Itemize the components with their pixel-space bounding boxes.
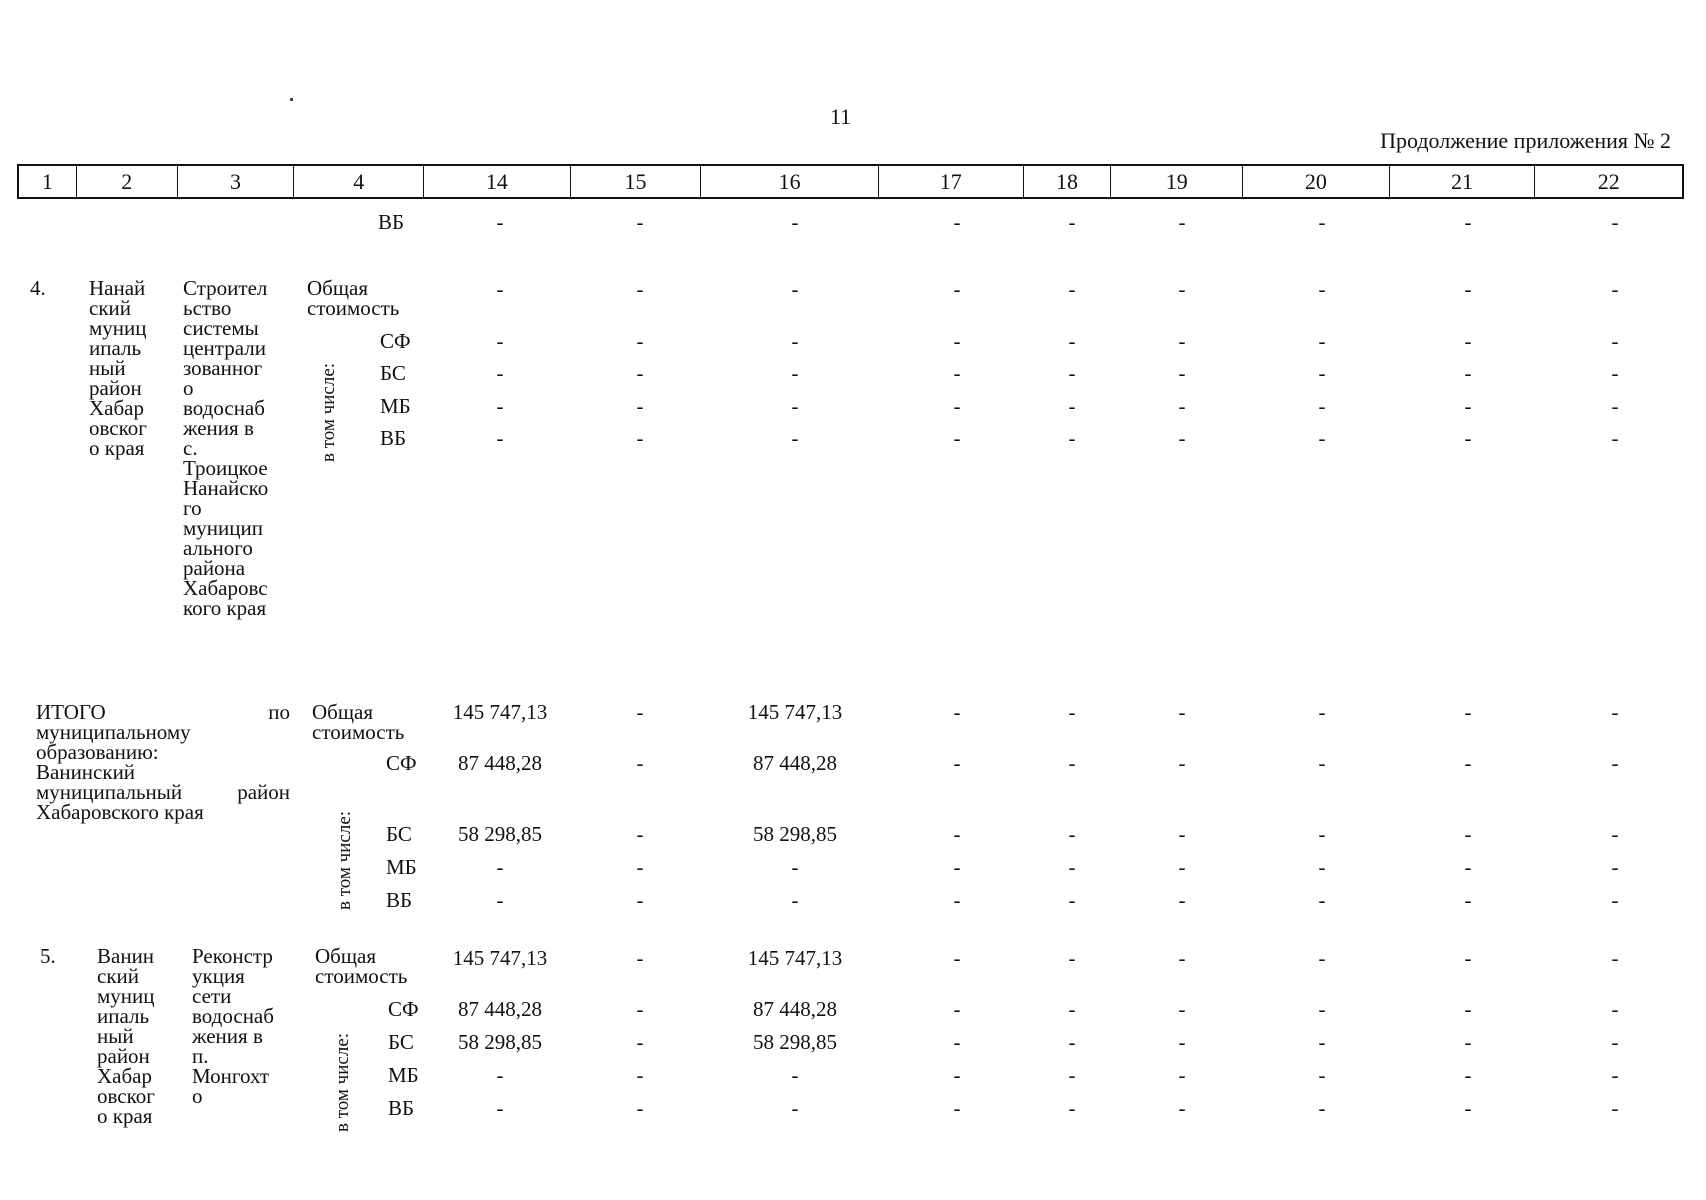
- row5-vb-c16: -: [791, 1096, 799, 1120]
- carryover-vb-c16: -: [791, 210, 799, 234]
- itogo-fund-mb: МБ: [386, 855, 417, 879]
- itogo-total-c16: 145 747,13: [747, 700, 843, 724]
- itogo-mb-c18: -: [1068, 855, 1076, 879]
- row4-bs-c21: -: [1464, 361, 1472, 385]
- row4-sf-c22: -: [1611, 329, 1619, 353]
- row5-total-c17: -: [953, 946, 961, 970]
- row5-mb-c15: -: [636, 1063, 644, 1087]
- row4-municipality-line: район: [89, 376, 142, 400]
- row5-project-line: о: [192, 1084, 203, 1108]
- itogo-sf-c17: -: [953, 751, 961, 775]
- row5-project-line: Монгохт: [192, 1064, 270, 1088]
- row5-sf-c22: -: [1611, 997, 1619, 1021]
- row4-mb-c19: -: [1178, 394, 1186, 418]
- row4-vb-c18: -: [1068, 426, 1076, 450]
- row4-project-line: Хабаровс: [183, 576, 268, 600]
- row4-project-line: Троицкое: [183, 456, 268, 480]
- row4-total-c19: -: [1178, 277, 1186, 301]
- row5-municipality-line: Хабар: [97, 1064, 152, 1088]
- row4-bs-c22: -: [1611, 361, 1619, 385]
- row5-sf-c14: 87 448,28: [458, 997, 542, 1021]
- itogo-vb-c21: -: [1464, 888, 1472, 912]
- itogo-sf-c22: -: [1611, 751, 1619, 775]
- row4-mb-c16: -: [791, 394, 799, 418]
- itogo-mb-c19: -: [1178, 855, 1186, 879]
- row4-municipality-line: овског: [89, 416, 147, 440]
- itogo-bs-c19: -: [1178, 822, 1186, 846]
- itogo-bs-c18: -: [1068, 822, 1076, 846]
- itogo-vb-c17: -: [953, 888, 961, 912]
- row5-sf-c18: -: [1068, 997, 1076, 1021]
- row5-vb-c19: -: [1178, 1096, 1186, 1120]
- carryover-vb-c18: -: [1068, 210, 1076, 234]
- row4-vb-c20: -: [1318, 426, 1326, 450]
- row5-project-line: жения в: [192, 1024, 263, 1048]
- itogo-mb-c15: -: [636, 855, 644, 879]
- row4-municipality-line: Нанай: [89, 276, 146, 300]
- row5-municipality-line: ский: [97, 964, 139, 988]
- row5-total-c18: -: [1068, 946, 1076, 970]
- itogo-mb-c14: -: [496, 855, 504, 879]
- row4-vb-c22: -: [1611, 426, 1619, 450]
- row5-sf-c20: -: [1318, 997, 1326, 1021]
- row4-sf-c14: -: [496, 329, 504, 353]
- row4-bs-c15: -: [636, 361, 644, 385]
- row5-municipality-line: Ванин: [97, 944, 155, 968]
- itogo-mb-c16: -: [791, 855, 799, 879]
- page-number: 11: [830, 104, 852, 129]
- row5-sf-c17: -: [953, 997, 961, 1021]
- itogo-mb-c21: -: [1464, 855, 1472, 879]
- row5-bs-c15: -: [636, 1030, 644, 1054]
- itogo-vb-c14: -: [496, 888, 504, 912]
- row5-project-line: Реконстр: [192, 944, 273, 968]
- row4-total-cost-label: Общая стоимость: [307, 276, 400, 320]
- row5-project-line: сети: [192, 984, 232, 1008]
- itogo-label: ИТОГО по муниципальному образованию: Ванинский муниципальный район Хабаровского края: [36, 700, 290, 824]
- header-col-1: 1: [19, 166, 77, 197]
- row4-fund-vb: ВБ: [380, 426, 407, 450]
- itogo-bs-c20: -: [1318, 822, 1326, 846]
- row5-vb-c15: -: [636, 1096, 644, 1120]
- row4-mb-c22: -: [1611, 394, 1619, 418]
- row4-bs-c18: -: [1068, 361, 1076, 385]
- row5-municipality: [97, 946, 155, 1126]
- itogo-fund-sf: СФ: [386, 751, 417, 775]
- header-col-22: 22: [1597, 168, 1620, 194]
- row4-project-line: го: [183, 496, 202, 520]
- row4-vb-c16: -: [791, 426, 799, 450]
- row5-municipality-line: ный: [97, 1024, 134, 1048]
- row5-number: 5.: [40, 944, 56, 968]
- row4-mb-c15: -: [636, 394, 644, 418]
- row5-mb-c21: -: [1464, 1063, 1472, 1087]
- row4-total-c16: -: [791, 277, 799, 301]
- row5-bs-c19: -: [1178, 1030, 1186, 1054]
- row5-fund-mb: МБ: [388, 1063, 419, 1087]
- itogo-vb-c20: -: [1318, 888, 1326, 912]
- row4-project-line: района: [183, 556, 246, 580]
- scan-speck: [290, 98, 293, 101]
- row5-mb-c19: -: [1178, 1063, 1186, 1087]
- row5-total-c19: -: [1178, 946, 1186, 970]
- row5-municipality-line: ипаль: [97, 1004, 150, 1028]
- itogo-sf-c19: -: [1178, 751, 1186, 775]
- row5-sf-c16: 87 448,28: [753, 997, 837, 1021]
- row5-sf-c19: -: [1178, 997, 1186, 1021]
- carryover-vb-c21: -: [1464, 210, 1472, 234]
- row4-vb-c14: -: [496, 426, 504, 450]
- row4-total-c14: -: [496, 277, 504, 301]
- row5-vb-c17: -: [953, 1096, 961, 1120]
- row4-bs-c17: -: [953, 361, 961, 385]
- row4-bs-c19: -: [1178, 361, 1186, 385]
- row4-project-line: Нанайско: [183, 476, 269, 500]
- row4-vb-c19: -: [1178, 426, 1186, 450]
- itogo-total-c19: -: [1178, 700, 1186, 724]
- itogo-sf-c16: 87 448,28: [753, 751, 837, 775]
- itogo-in-that-number: в том числе:: [334, 810, 355, 910]
- row4-mb-c18: -: [1068, 394, 1076, 418]
- row5-mb-c16: -: [791, 1063, 799, 1087]
- row4-project-line: муницип: [183, 516, 263, 540]
- itogo-bs-c21: -: [1464, 822, 1472, 846]
- row4-project-line: с.: [183, 436, 198, 460]
- row5-vb-c22: -: [1611, 1096, 1619, 1120]
- row4-project-line: водоснаб: [183, 396, 265, 420]
- row5-vb-c14: -: [496, 1096, 504, 1120]
- row5-municipality-line: о края: [97, 1104, 153, 1128]
- itogo-vb-c18: -: [1068, 888, 1076, 912]
- row4-vb-c21: -: [1464, 426, 1472, 450]
- row5-fund-bs: БС: [388, 1030, 414, 1054]
- row4-project: [183, 278, 268, 618]
- itogo-bs-c16: 58 298,85: [753, 822, 837, 846]
- row4-in-that-number: в том числе:: [318, 362, 339, 462]
- row5-mb-c17: -: [953, 1063, 961, 1087]
- row4-total-c20: -: [1318, 277, 1326, 301]
- row4-bs-c16: -: [791, 361, 799, 385]
- itogo-total-c18: -: [1068, 700, 1076, 724]
- header-col-3: 3: [178, 166, 295, 197]
- row5-mb-c22: -: [1611, 1063, 1619, 1087]
- itogo-fund-vb: ВБ: [386, 888, 413, 912]
- row5-total-c21: -: [1464, 946, 1472, 970]
- header-col-17: 17: [879, 166, 1024, 197]
- row4-municipality-line: ский: [89, 296, 131, 320]
- row5-total-c14: 145 747,13: [452, 946, 548, 970]
- row5-bs-c20: -: [1318, 1030, 1326, 1054]
- row4-project-line: ального: [183, 536, 253, 560]
- table-header: [17, 164, 1684, 199]
- row4-vb-c17: -: [953, 426, 961, 450]
- row4-municipality-line: о края: [89, 436, 145, 460]
- row5-bs-c21: -: [1464, 1030, 1472, 1054]
- row5-vb-c21: -: [1464, 1096, 1472, 1120]
- row4-sf-c19: -: [1178, 329, 1186, 353]
- row5-municipality-line: район: [97, 1044, 150, 1068]
- row4-total-c17: -: [953, 277, 961, 301]
- row5-project-line: водоснаб: [192, 1004, 274, 1028]
- itogo-vb-c16: -: [791, 888, 799, 912]
- itogo-bs-c22: -: [1611, 822, 1619, 846]
- row4-project-line: зованног: [183, 356, 263, 380]
- carryover-vb-c15: -: [636, 210, 644, 234]
- row4-vb-c15: -: [636, 426, 644, 450]
- itogo-total-c14: 145 747,13: [452, 700, 548, 724]
- itogo-vb-c15: -: [636, 888, 644, 912]
- itogo-total-c21: -: [1464, 700, 1472, 724]
- row5-project: [192, 946, 274, 1106]
- row5-mb-c18: -: [1068, 1063, 1076, 1087]
- row5-sf-c15: -: [636, 997, 644, 1021]
- row5-fund-vb: ВБ: [388, 1096, 415, 1120]
- row4-number: 4.: [30, 276, 46, 300]
- row5-bs-c14: 58 298,85: [458, 1030, 542, 1054]
- row5-municipality-line: муниц: [97, 984, 155, 1008]
- itogo-sf-c18: -: [1068, 751, 1076, 775]
- header-col-2: 2: [77, 166, 178, 197]
- itogo-bs-c14: 58 298,85: [458, 822, 542, 846]
- carryover-vb-c19: -: [1178, 210, 1186, 234]
- row4-municipality-line: муниц: [89, 316, 147, 340]
- row4-project-line: ьство: [183, 296, 232, 320]
- itogo-mb-c20: -: [1318, 855, 1326, 879]
- itogo-vb-c22: -: [1611, 888, 1619, 912]
- row5-mb-c20: -: [1318, 1063, 1326, 1087]
- row4-project-line: системы: [183, 316, 259, 340]
- row4-mb-c21: -: [1464, 394, 1472, 418]
- header-col-21: 21: [1390, 166, 1536, 197]
- row4-mb-c17: -: [953, 394, 961, 418]
- row5-total-c15: -: [636, 946, 644, 970]
- row5-mb-c14: -: [496, 1063, 504, 1087]
- row5-sf-c21: -: [1464, 997, 1472, 1021]
- carryover-vb-c22: -: [1611, 210, 1619, 234]
- carryover-vb-c17: -: [953, 210, 961, 234]
- row4-sf-c21: -: [1464, 329, 1472, 353]
- itogo-sf-c20: -: [1318, 751, 1326, 775]
- row4-mb-c20: -: [1318, 394, 1326, 418]
- row4-project-line: централи: [183, 336, 266, 360]
- row5-municipality-line: овског: [97, 1084, 155, 1108]
- row5-bs-c16: 58 298,85: [753, 1030, 837, 1054]
- row4-project-line: кого края: [183, 596, 267, 620]
- itogo-vb-c19: -: [1178, 888, 1186, 912]
- row4-project-line: Строител: [183, 276, 268, 300]
- itogo-bs-c17: -: [953, 822, 961, 846]
- row4-sf-c20: -: [1318, 329, 1326, 353]
- row5-project-line: укция: [192, 964, 245, 988]
- header-col-15: 15: [571, 166, 702, 197]
- row5-vb-c20: -: [1318, 1096, 1326, 1120]
- header-col-19: 19: [1111, 166, 1243, 197]
- row5-in-that-number: в том числе:: [332, 1032, 353, 1132]
- header-col-14: 14: [424, 166, 571, 197]
- row4-fund-mb: МБ: [380, 394, 411, 418]
- row4-sf-c18: -: [1068, 329, 1076, 353]
- header-col-18: 18: [1024, 166, 1112, 197]
- row4-municipality-line: ный: [89, 356, 126, 380]
- itogo-total-c17: -: [953, 700, 961, 724]
- itogo-sf-c14: 87 448,28: [458, 751, 542, 775]
- row5-vb-c18: -: [1068, 1096, 1076, 1120]
- row4-project-line: о: [183, 376, 194, 400]
- row4-total-c15: -: [636, 277, 644, 301]
- itogo-fund-bs: БС: [386, 822, 412, 846]
- row5-total-c16: 145 747,13: [747, 946, 843, 970]
- continuation-title: Продолжение приложения № 2: [1380, 128, 1671, 153]
- itogo-total-c15: -: [636, 700, 644, 724]
- row4-project-line: жения в: [183, 416, 254, 440]
- itogo-mb-c22: -: [1611, 855, 1619, 879]
- row5-project-line: п.: [192, 1044, 209, 1068]
- row4-total-c22: -: [1611, 277, 1619, 301]
- row5-total-cost-label: Общая стоимость: [315, 944, 408, 988]
- itogo-total-c20: -: [1318, 700, 1326, 724]
- row5-fund-sf: СФ: [388, 997, 419, 1021]
- carryover-vb-c20: -: [1318, 210, 1326, 234]
- row4-fund-sf: СФ: [380, 329, 411, 353]
- row4-bs-c20: -: [1318, 361, 1326, 385]
- row4-bs-c14: -: [496, 361, 504, 385]
- itogo-sf-c21: -: [1464, 751, 1472, 775]
- row5-bs-c22: -: [1611, 1030, 1619, 1054]
- row4-mb-c14: -: [496, 394, 504, 418]
- row5-total-c22: -: [1611, 946, 1619, 970]
- header-col-16: 16: [701, 166, 879, 197]
- itogo-mb-c17: -: [953, 855, 961, 879]
- itogo-sf-c15: -: [636, 751, 644, 775]
- itogo-total-cost-label: Общая стоимость: [312, 700, 405, 744]
- row4-fund-bs: БС: [380, 361, 406, 385]
- itogo-bs-c15: -: [636, 822, 644, 846]
- header-col-20: 20: [1243, 166, 1390, 197]
- row4-municipality: [89, 278, 147, 458]
- row4-municipality-line: Хабар: [89, 396, 144, 420]
- row5-bs-c18: -: [1068, 1030, 1076, 1054]
- row4-municipality-line: ипаль: [89, 336, 142, 360]
- row4-total-c21: -: [1464, 277, 1472, 301]
- itogo-total-c22: -: [1611, 700, 1619, 724]
- row4-total-c18: -: [1068, 277, 1076, 301]
- row4-sf-c16: -: [791, 329, 799, 353]
- row4-sf-c17: -: [953, 329, 961, 353]
- row5-total-c20: -: [1318, 946, 1326, 970]
- header-col-4: 4: [294, 166, 424, 197]
- row4-sf-c15: -: [636, 329, 644, 353]
- carryover-vb-c14: -: [496, 210, 504, 234]
- row5-bs-c17: -: [953, 1030, 961, 1054]
- carryover-fund-vb: ВБ: [378, 210, 405, 234]
